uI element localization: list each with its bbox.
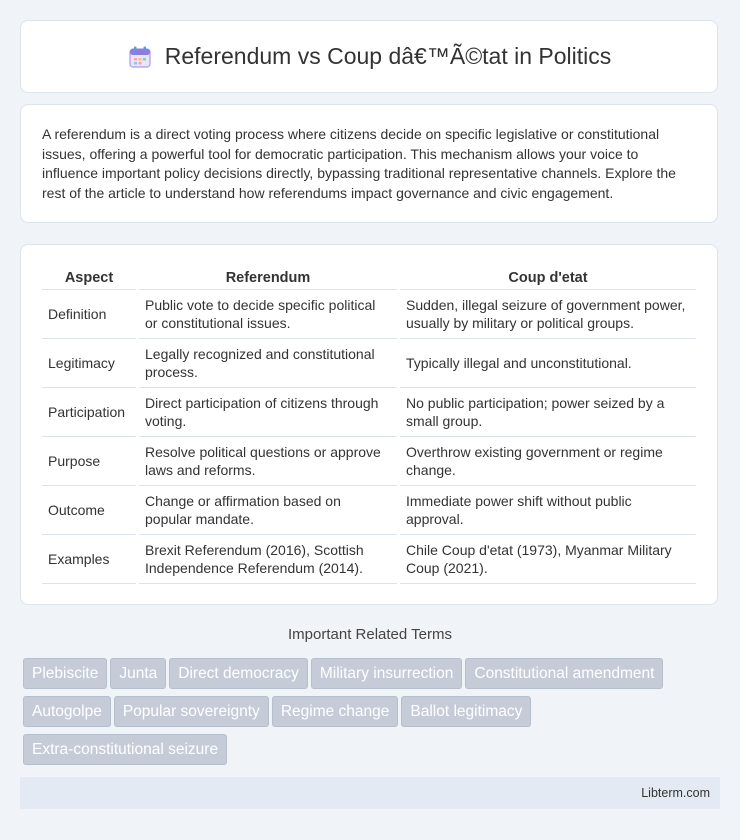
column-header: Aspect: [42, 267, 136, 290]
table-cell-aspect: Definition: [42, 290, 136, 339]
related-term-tag[interactable]: Regime change: [272, 696, 399, 727]
column-header: Referendum: [139, 267, 397, 290]
table-cell-aspect: Examples: [42, 535, 136, 584]
table-row: [42, 290, 696, 339]
header-card: [20, 20, 718, 93]
related-term-tag[interactable]: Plebiscite: [23, 658, 107, 689]
related-terms-title: Important Related Terms: [288, 626, 452, 643]
footer: [20, 777, 720, 809]
comparison-card: [20, 244, 718, 605]
table-row: [42, 388, 696, 437]
table-cell: Overthrow existing government or regime change.: [400, 437, 696, 486]
column-header: Coup d'etat: [400, 267, 696, 290]
related-terms-list: [23, 658, 723, 772]
table-cell: Public vote to decide specific political or constitutional issues.: [139, 290, 397, 339]
table-cell: Direct participation of citizens through voting.: [139, 388, 397, 437]
table-cell: Change or affirmation based on popular mandate.: [139, 486, 397, 535]
related-term-tag[interactable]: Military insurrection: [311, 658, 463, 689]
comparison-table: [39, 267, 699, 584]
related-term-tag[interactable]: Direct democracy: [169, 658, 308, 689]
table-cell: No public participation; power seized by a small group.: [400, 388, 696, 437]
footer-site-link[interactable]: Libterm.com: [641, 786, 710, 800]
table-cell: Immediate power shift without public approval.: [400, 486, 696, 535]
related-term-tag[interactable]: Junta: [110, 658, 166, 689]
table-header-row: [42, 267, 696, 290]
intro-text: A referendum is a direct voting process where citizens decide on specific legislative or constitutional issues, offering a powerful tool for democratic participation. This mechanism allows your voice to influence important policy decisions directly, bypassing traditional representative channels. Explore the rest of the article to understand how referendums impact governance and civic engagement.: [42, 126, 676, 201]
related-term-tag[interactable]: Autogolpe: [23, 696, 111, 727]
table-cell-aspect: Legitimacy: [42, 339, 136, 388]
calendar-icon: [127, 44, 153, 70]
table-row: [42, 535, 696, 584]
related-term-tag[interactable]: Popular sovereignty: [114, 696, 269, 727]
table-cell: Chile Coup d'etat (1973), Myanmar Military Coup (2021).: [400, 535, 696, 584]
table-row: [42, 486, 696, 535]
related-term-tag[interactable]: Extra-constitutional seizure: [23, 734, 227, 765]
table-cell-aspect: Participation: [42, 388, 136, 437]
table-row: [42, 339, 696, 388]
page-title: Referendum vs Coup dâ€™Ã©tat in Politics: [164, 43, 612, 69]
table-cell: Brexit Referendum (2016), Scottish Independence Referendum (2014).: [139, 535, 397, 584]
related-term-tag[interactable]: Ballot legitimacy: [401, 696, 531, 727]
table-cell: Typically illegal and unconstitutional.: [400, 339, 696, 388]
table-cell-aspect: Purpose: [42, 437, 136, 486]
intro-card: [20, 104, 718, 223]
table-cell: Resolve political questions or approve laws and reforms.: [139, 437, 397, 486]
table-cell-aspect: Outcome: [42, 486, 136, 535]
table-cell: Sudden, illegal seizure of government power, usually by military or political groups.: [400, 290, 696, 339]
table-cell: Legally recognized and constitutional process.: [139, 339, 397, 388]
related-term-tag[interactable]: Constitutional amendment: [465, 658, 663, 689]
table-row: [42, 437, 696, 486]
